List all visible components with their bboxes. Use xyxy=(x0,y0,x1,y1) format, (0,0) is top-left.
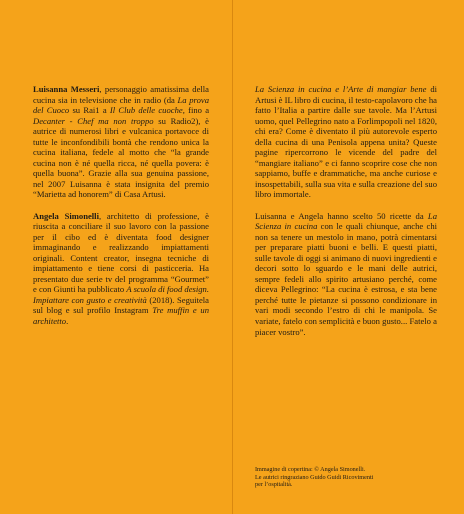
bio-luisanna: Luisanna Messeri, personaggio amatissima della cucina sia in televisione che in radio (da La prova del Cuoco su Rai1 a Il Club delle cuoche, fino a Decanter - Chef ma non troppo su Radio2), è autrice di numerosi libri e vulcanica portavoce di tutte le inconfondibili bontà che rendono unica la cucina italiana, fedele al motto che “la grande cucina non è né quella ricca, né quella povera: è quella buona”. Grazie alla sua genuina passione, nel 2007 Luisanna è stata insignita del premio “Marietta ad honorem” di Casa Artusi. xyxy=(33,84,210,200)
author-name: Luisanna Messeri xyxy=(33,84,100,94)
bio-angela: Angela Simonelli, architetto di professione, è riuscita a conciliare il suo lavoro con la passione per il cibo ed è diventata food designer immaginando e realizzando impiattamenti originali. Content creator, insegna tecniche di impiattamento e tiene corsi di pasticceria. Ha presentato due serie tv del programma “Gourmet” e con Giunti ha pubblicato A scuola di food design. Impiattare con gusto e creatività (2018). Seguitela sul blog e sul profilo Instagram Tre muffin e un architetto. xyxy=(33,210,210,326)
left-column xyxy=(33,84,209,337)
right-column xyxy=(255,84,437,348)
author-name: Angela Simonelli xyxy=(33,210,99,221)
cover-credits: Immagine di copertina: © Angela Simonelli. Le autrici ringraziano Guido Guidi Ricovimenti per l’ospitalità. xyxy=(255,466,374,489)
fold-line xyxy=(232,0,233,514)
book-description: La Scienza in cucina e l’Arte di mangiar bene di Artusi è IL libro di cucina, il testo-capolavoro che ha fatto l’Italia a partire dalle sue tavole. Ma l’Artusi uomo, quel Pellegrino nato a Forlimpopoli nel 1820, chi era? Come è diventato il più autorevole esperto della cucina di una Penisola appena unita? Queste pagine ripercorrono le vicende del padre del “mangiare italiano” e ci fanno scoprire cose che non sappiamo, buffe e drammatiche, ma anche curiose e insospettabili, sulla sua vita e sulla creazione del suo libro immortale. xyxy=(255,84,438,200)
recipes-description: Luisanna e Angela hanno scelto 50 ricette da La Scienza in cucina con le quali chiunque, anche chi non sa tenere un mestolo in mano, potrà cimentarsi per preparare piatti buoni e belli. E questi piatti, sulle tavole di oggi si animano di nuovi ingredienti e decori sotto lo sguardo e le mani delle autrici, sempre fedeli allo spirito artusiano perché, come diceva Pellegrino: “La cucina è estrosa, e sta bene perché tutte le pietanze si possono condizionare in vari modi secondo l’estro di chi le manipola. Se variate, fatelo con semplicità e buon gusto... Fatelo a piacer vostro”. xyxy=(255,210,437,337)
